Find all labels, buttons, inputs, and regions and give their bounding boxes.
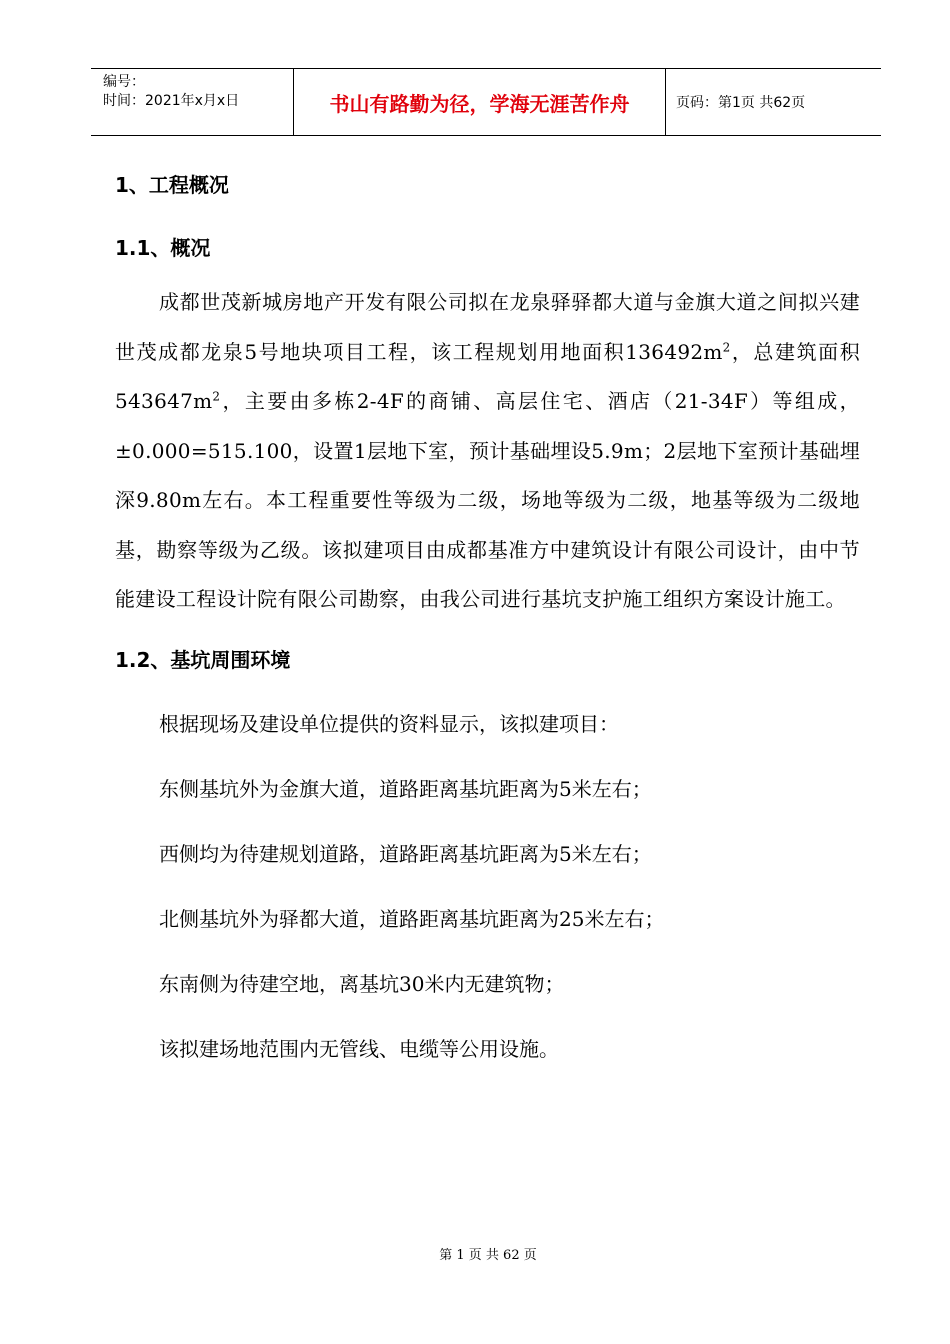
page-footer: 第 1 页 共 62 页 (439, 1248, 537, 1263)
env-line: 东南侧为待建空地，离基坑30米内无建筑物； (159, 971, 565, 996)
section-title: 1、工程概况 (115, 173, 229, 197)
env-line: 东侧基坑外为金旗大道，道路距离基坑距离为5米左右； (159, 776, 652, 801)
page-header (91, 68, 881, 136)
header-page-label: 页码：第1页 共62页 (676, 95, 806, 111)
superscript-2: 2 (722, 339, 731, 354)
subsection-title-overview: 1.1、概况 (115, 236, 211, 260)
time-label: 时间：2021年x月x日 (103, 93, 240, 109)
overview-paragraph (115, 278, 860, 625)
header-meta (91, 69, 293, 135)
overview-text-part-3: ，主要由多栋2-4F的商铺、高层住宅、酒店（21-34F）等组成，±0.000=515.100，设置1层地下室，预计基础埋设5.9m；2层地下室预计基础埋深9.80m左右。本工程重要性等级为二级，场地等级为二级，地基等级为二级地基，勘察等级为乙级。该拟建项目由成都基准方中建筑设计有限公司设计，由中节能建设工程设计院有限公司勘察，由我公司进行基坑支护施工组织方案设计施工。 (115, 389, 860, 611)
environment-list (115, 707, 860, 1066)
subsection-title-environment: 1.2、基坑周围环境 (115, 647, 291, 672)
number-label: 编号： (103, 74, 145, 90)
env-line: 根据现场及建设单位提供的资料显示，该拟建项目： (159, 711, 619, 736)
header-motto: 书山有路勤为径，学海无涯苦作舟 (293, 69, 666, 135)
superscript-2: 2 (212, 389, 221, 404)
overview-text-part-1: 成都世茂新城房地产开发有限公司拟在龙泉驿驿都大道与金旗大道之间拟兴建世茂成都龙泉5号地块项目工程，该工程规划用地面积136492m (115, 290, 860, 364)
env-line: 西侧均为待建规划道路，道路距离基坑距离为5米左右； (159, 841, 652, 866)
overview-text-part-2: ，总建筑面积543647m (115, 339, 860, 413)
document-body (115, 168, 860, 1066)
env-line: 北侧基坑外为驿都大道，道路距离基坑距离为25米左右； (159, 906, 665, 931)
env-line: 该拟建场地范围内无管线、电缆等公用设施。 (159, 1036, 559, 1061)
